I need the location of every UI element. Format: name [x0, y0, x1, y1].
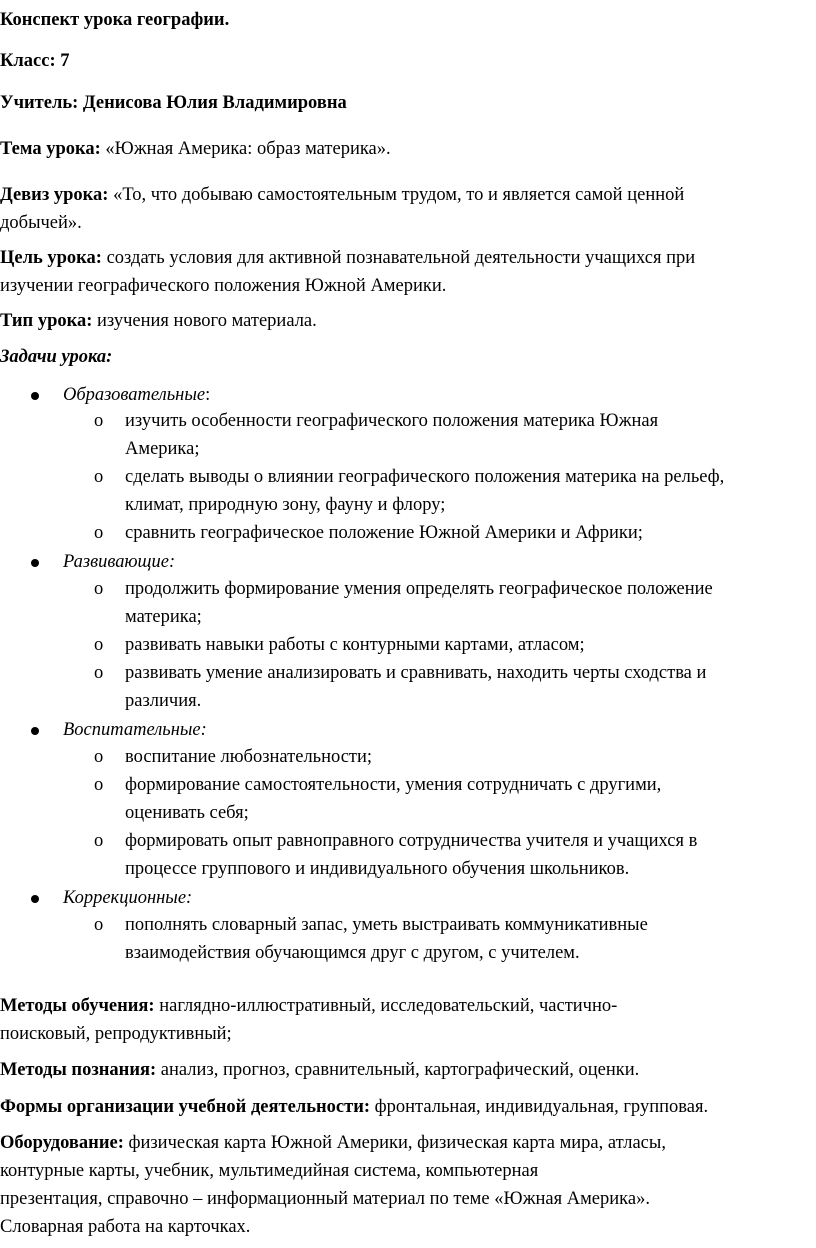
forms-line	[0, 1093, 708, 1121]
task-group-label: Образовательные	[63, 385, 206, 405]
grade-line: Класс: 7	[0, 51, 70, 71]
bullet-icon	[31, 559, 39, 567]
task-item: формировать опыт равноправного сотрудничества учителя и учащихся в	[125, 831, 698, 851]
tasks-heading: Задачи урока:	[0, 347, 113, 367]
task-item-cont: взаимодействия обучающимся друг с другом, с учителем.	[125, 943, 580, 963]
sub-bullet-icon: o	[94, 579, 104, 599]
sub-bullet-icon: o	[94, 747, 104, 767]
topic-line	[0, 135, 391, 163]
task-item: пополнять словарный запас, уметь выстраивать коммуникативные	[125, 915, 648, 935]
task-item: изучить особенности географического положения материка Южная	[125, 411, 659, 431]
sub-bullet-icon: o	[94, 635, 104, 655]
document-title: Конспект урока географии.	[0, 10, 230, 30]
task-item-cont: материка;	[125, 607, 202, 627]
sub-bullet-icon: o	[94, 411, 104, 431]
goal-line-2: изучении географического положения Южной Америки.	[0, 276, 447, 296]
task-group-suffix: :	[205, 385, 211, 405]
bullet-icon	[31, 727, 39, 735]
type-text: изучения нового материала.	[97, 311, 317, 331]
equipment-line-2: контурные карты, учебник, мультимедийная система, компьютерная	[0, 1161, 539, 1181]
goal-text-1: создать условия для активной познавательной деятельности учащихся при	[106, 248, 696, 268]
topic-label: Тема урока:	[0, 139, 101, 159]
methods-line-2: поисковый, репродуктивный;	[0, 1024, 232, 1044]
task-item-cont: климат, природную зону, фауну и флору;	[125, 495, 446, 515]
forms-label: Формы организации учебной деятельности:	[0, 1097, 371, 1117]
sub-bullet-icon: o	[94, 775, 104, 795]
task-item: развивать навыки работы с контурными картами, атласом;	[125, 635, 585, 655]
bullet-icon	[31, 895, 39, 903]
equipment-line-4: Словарная работа на карточках.	[0, 1217, 251, 1237]
equipment-line-3: презентация, справочно – информационный материал по теме «Южная Америка».	[0, 1189, 650, 1209]
bullet-icon	[31, 392, 39, 400]
task-item-cont: процессе группового и индивидуального обучения школьников.	[125, 859, 630, 879]
equipment-line-1	[0, 1129, 666, 1157]
cognition-label: Методы познания:	[0, 1060, 157, 1080]
type-line	[0, 307, 317, 335]
sub-bullet-icon: o	[94, 831, 104, 851]
task-group-upbringing: Воспитательные:	[63, 720, 207, 740]
forms-text: фронтальная, индивидуальная, групповая.	[374, 1097, 709, 1117]
motto-label: Девиз урока:	[0, 185, 109, 205]
task-group-correctional: Коррекционные:	[63, 888, 193, 908]
type-label: Тип урока:	[0, 311, 93, 331]
goal-label: Цель урока:	[0, 248, 102, 268]
task-group-educational	[63, 381, 210, 409]
task-item-cont: Америка;	[125, 439, 200, 459]
motto-line-1	[0, 181, 684, 209]
motto-text-1: «То, что добываю самостоятельным трудом, то и является самой ценной	[113, 185, 685, 205]
task-item: развивать умение анализировать и сравнивать, находить черты сходства и	[125, 663, 707, 683]
motto-line-2: добычей».	[0, 213, 82, 233]
teacher-line: Учитель: Денисова Юлия Владимировна	[0, 93, 347, 113]
sub-bullet-icon: o	[94, 663, 104, 683]
task-item-cont: различия.	[125, 691, 202, 711]
equipment-text-1: физическая карта Южной Америки, физическая карта мира, атласы,	[128, 1133, 666, 1153]
task-item: формирование самостоятельности, умения сотрудничать с другими,	[125, 775, 662, 795]
task-item: сравнить географическое положение Южной Америки и Африки;	[125, 523, 643, 543]
topic-text: «Южная Америка: образ материка».	[105, 139, 391, 159]
methods-label: Методы обучения:	[0, 996, 155, 1016]
equipment-label: Оборудование:	[0, 1133, 124, 1153]
task-item: продолжить формирование умения определять географическое положение	[125, 579, 713, 599]
sub-bullet-icon: o	[94, 523, 104, 543]
task-item-cont: оценивать себя;	[125, 803, 249, 823]
cognition-line	[0, 1056, 639, 1084]
goal-line-1	[0, 244, 695, 272]
task-item: воспитание любознательности;	[125, 747, 373, 767]
sub-bullet-icon: o	[94, 467, 104, 487]
sub-bullet-icon: o	[94, 915, 104, 935]
methods-line-1	[0, 992, 617, 1020]
task-group-developmental: Развивающие:	[63, 552, 176, 572]
task-item: сделать выводы о влиянии географического положения материка на рельеф,	[125, 467, 725, 487]
cognition-text: анализ, прогноз, сравнительный, картографический, оценки.	[156, 1060, 640, 1080]
methods-text-1: наглядно-иллюстративный, исследовательский, частично-	[159, 996, 618, 1016]
